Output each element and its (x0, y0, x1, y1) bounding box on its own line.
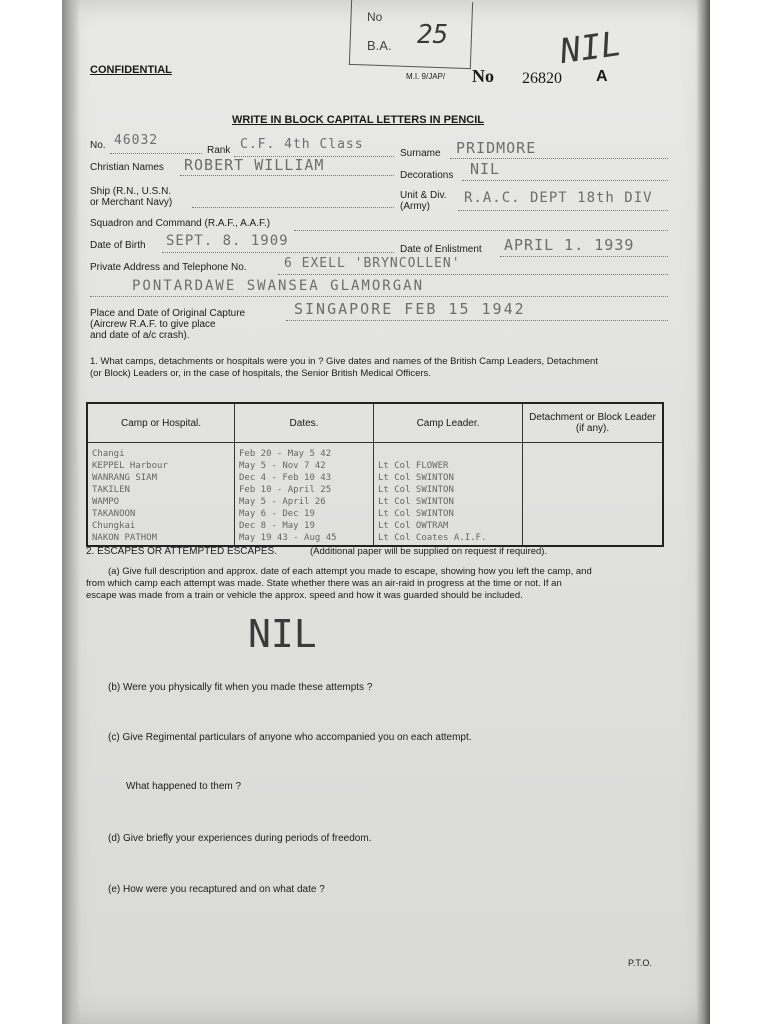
form-number: 26820 (522, 70, 562, 87)
q2a-line-2: from which camp each attempt was made. State whether there was an air-raid in progress at the time or not. If an (86, 578, 562, 589)
camp-dates: Feb 20 - May 5 42 (239, 449, 332, 459)
capture-label-1: Place and Date of Original Capture (90, 308, 246, 319)
col-header-detachment: Detachment or Block Leader (if any). (523, 403, 664, 443)
q2a-line-3: escape was made from a train or vehicle the approx. speed and how it was guarded should be included. (86, 590, 523, 601)
q2-heading-note: (Additional paper will be supplied on request if required). (310, 546, 548, 557)
dob-label: Date of Birth (90, 240, 146, 251)
unit-label-2: (Army) (400, 201, 430, 212)
q1-line-1: 1. What camps, detachments or hospitals were you in ? Give dates and names of the British Camp Leaders, Detachment (90, 356, 598, 367)
camp-leader: Lt Col SWINTON (378, 497, 454, 507)
q2d-question: (d) Give briefly your experiences during periods of freedom. (108, 833, 372, 844)
camp-name: Chungkai (92, 521, 136, 531)
camp-dates: Feb 10 - April 25 (239, 485, 332, 495)
rank-value: C.F. 4th Class (240, 137, 364, 152)
ship-label-2: or Merchant Navy) (90, 197, 173, 208)
decorations-value: NIL (470, 160, 501, 178)
enlistment-label: Date of Enlistment (400, 244, 482, 255)
camp-column (89, 444, 233, 544)
q1-line-2: (or Block) Leaders or, in the case of hospitals, the Senior British Medical Officers. (90, 368, 431, 379)
capture-label-3: and date of a/c crash). (90, 330, 190, 341)
ship-label-1: Ship (R.N., U.S.N. (90, 186, 172, 197)
surname-value: PRIDMORE (456, 139, 537, 157)
camp-name: WANRANG SIAM (92, 473, 158, 483)
q2a-line-1: (a) Give full description and approx. date of each attempt you made to escape, showing how you left the camp, and (108, 566, 592, 577)
unit-label-1: Unit & Div. (400, 190, 447, 201)
squadron-label: Squadron and Command (R.A.F., A.A.F.) (90, 218, 271, 229)
paper-edge-left (62, 0, 80, 1024)
stamp-line-2: B.A. (367, 38, 392, 53)
camp-leader: Lt Col Coates A.I.F. (378, 533, 487, 543)
number-label: No (472, 66, 494, 86)
camp-dates: May 19 43 - Aug 45 (239, 533, 337, 543)
dob-value: SEPT. 8. 1909 (166, 233, 289, 249)
christian-names-label: Christian Names (90, 162, 164, 173)
rank-label: Rank (207, 145, 231, 156)
dates-column (236, 444, 372, 544)
q2e-question: (e) How were you recaptured and on what date ? (108, 884, 325, 895)
leader-column (375, 444, 521, 544)
camp-name: TAKANOON (92, 509, 136, 519)
q2c-question: (c) Give Regimental particulars of anyone who accompanied you on each attempt. (108, 732, 472, 743)
camp-dates: May 5 - Nov 7 42 (239, 461, 326, 471)
capture-label-2: (Aircrew R.A.F. to give place (90, 319, 216, 330)
unit-value: R.A.C. DEPT 18th DIV (464, 190, 653, 206)
camp-name: NAKON PATHOM (92, 533, 158, 543)
col-header-leader: Camp Leader. (374, 403, 523, 443)
col-header-camp: Camp or Hospital. (87, 403, 235, 443)
surname-label: Surname (400, 148, 441, 159)
q2c-subquestion: What happened to them ? (126, 781, 242, 792)
service-number-label: No. (90, 140, 106, 151)
capture-value: SINGAPORE FEB 15 1942 (294, 300, 526, 318)
q2a-answer: NIL (248, 612, 317, 656)
camp-leader: Lt Col SWINTON (378, 509, 454, 519)
form-series: A (596, 68, 608, 85)
classification-label: CONFIDENTIAL (90, 64, 172, 76)
paper-edge-right (696, 0, 710, 1024)
camp-name: WAMPO (92, 497, 120, 507)
q2-heading: 2. ESCAPES OR ATTEMPTED ESCAPES. (86, 546, 277, 557)
camp-leader: Lt Col OWTRAM (378, 521, 449, 531)
form-sheet (62, 0, 710, 1024)
address-line-1: 6 EXELL 'BRYNCOLLEN' (284, 256, 461, 271)
camp-dates: May 6 - Dec 19 (239, 509, 315, 519)
address-line-2: PONTARDAWE SWANSEA GLAMORGAN (132, 278, 425, 294)
stamp-line-1: No (367, 10, 383, 24)
camp-leader (378, 448, 521, 460)
detachment-column (523, 443, 664, 547)
camp-dates: Dec 8 - May 19 (239, 521, 315, 531)
christian-names-value: ROBERT WILLIAM (184, 156, 325, 174)
service-number-value: 46032 (114, 133, 159, 148)
camp-name: KEPPEL Harbour (92, 461, 168, 471)
camp-dates: Dec 4 - Feb 10 43 (239, 473, 332, 483)
camp-leader: Lt Col SWINTON (378, 485, 454, 495)
enlistment-value: APRIL 1. 1939 (504, 236, 635, 254)
corner-note: NIL (557, 23, 624, 73)
q2b-question: (b) Were you physically fit when you made these attempts ? (108, 682, 373, 693)
address-label: Private Address and Telephone No. (90, 262, 247, 273)
decorations-label: Decorations (400, 170, 454, 181)
stamp-handwritten-number: 25 (417, 20, 449, 50)
form-reference: M.I. 9/JAP/ (406, 72, 446, 81)
camps-table (86, 402, 664, 547)
camp-dates: May 5 - April 26 (239, 497, 326, 507)
camp-name: TAKILEN (92, 485, 130, 495)
col-header-dates: Dates. (235, 403, 374, 443)
camp-leader: Lt Col FLOWER (378, 461, 449, 471)
pto-label: P.T.O. (628, 958, 652, 968)
camp-leader: Lt Col SWINTON (378, 473, 454, 483)
camp-name: Changi (92, 449, 125, 459)
instruction-heading: WRITE IN BLOCK CAPITAL LETTERS IN PENCIL (232, 114, 484, 126)
